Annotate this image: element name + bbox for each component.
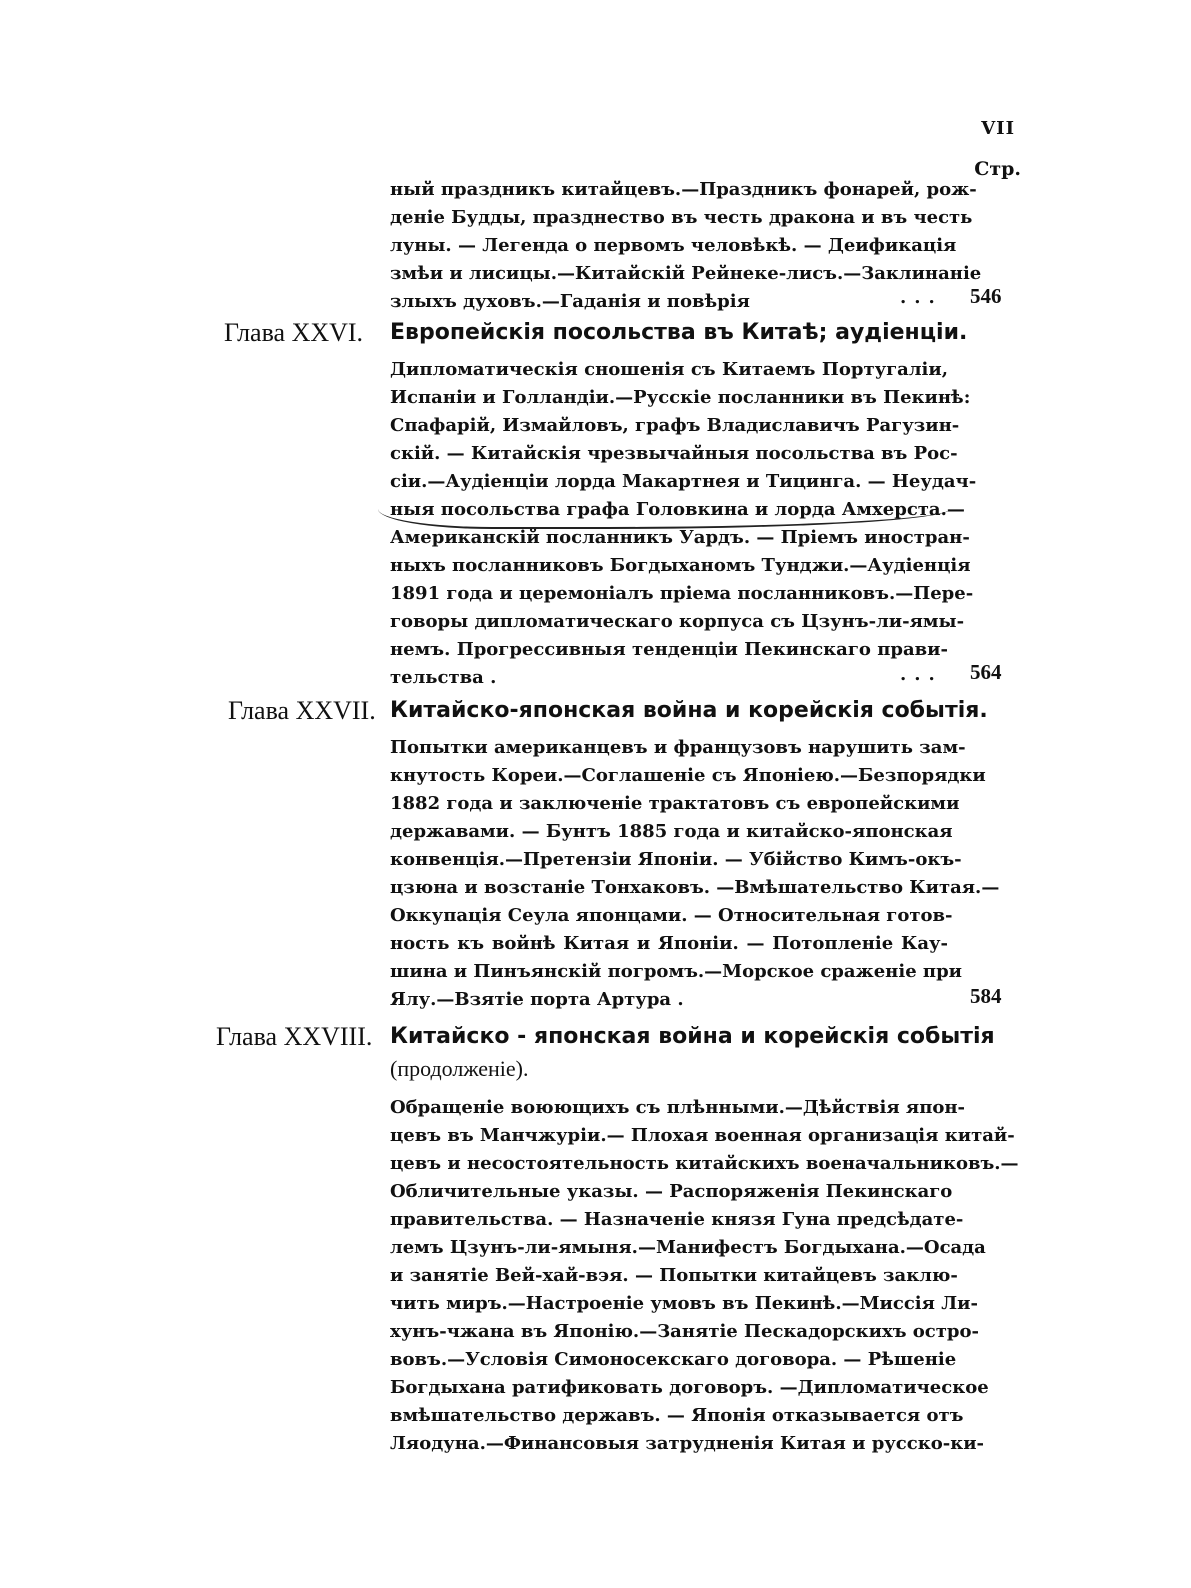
summary-line: и занятіе Вей-хай-вэя. — Попытки китайцевъ заклю- [390,1265,958,1286]
chapter-summary [390,1094,1019,1458]
summary-line: Обличительные указы. — Распоряженія Пекинскаго [390,1181,953,1202]
chapter-title: Китайско-японская война и корейскія событія. [390,698,988,723]
summary-line: немъ. Прогрессивныя тенденціи Пекинскаго прави- [390,639,948,660]
chapter-label: Глава XXVIII. [216,1022,373,1051]
chapter-label: Глава XXVII. [228,696,376,725]
summary-line-text: злыхъ духовъ.—Гаданія и повѣрія [390,291,750,312]
summary-line: Оккупація Сеула японцами. — Относительная готов- [390,905,953,926]
leader-dots: ... [900,287,943,308]
summary-line: Попытки американцевъ и французовъ нарушить зам- [390,737,966,758]
summary-line: кнутость Кореи.—Соглашеніе съ Японіею.—Безпорядки [390,765,986,786]
summary-line: конвенція.—Претензіи Японіи. — Убійство Кимъ-окъ- [390,849,962,870]
summary-line: цевъ и несостоятельность китайскихъ военачальниковъ.— [390,1153,1019,1174]
intro-summary [390,176,982,316]
summary-line: ность къ войнѣ Китая и Японіи. — Потопленіе Кау- [390,933,948,954]
summary-line: державами. — Бунтъ 1885 года и китайско-японская [390,821,953,842]
summary-line: Богдыхана ратификовать договоръ. —Дипломатическое [390,1377,989,1398]
summary-line: 1882 года и заключеніе трактатовъ съ европейскими [390,793,960,814]
summary-line: Американскій посланникъ Уардъ. — Пріемъ иностран- [390,527,970,548]
summary-line: ныхъ посланниковъ Богдыханомъ Тунджи.—Аудіенція [390,555,971,576]
summary-line [390,288,948,316]
summary-line: вмѣшательство державъ. — Японія отказывается отъ [390,1405,964,1426]
summary-line: ныя посольства графа Головкина и лорда Амхерста.— [390,499,965,520]
summary-line: деніе Будды, празднество въ честь дракона и въ честь [390,207,973,228]
summary-line: цзюна и возстаніе Тонхаковъ. —Вмѣшательство Китая.— [390,877,1000,898]
page-number: 546 [970,284,1002,308]
summary-line: сіи.—Аудіенціи лорда Макартнея и Тицинга. — Неудач- [390,471,977,492]
summary-line: Испаніи и Голландіи.—Русскіе посланники въ Пекинѣ: [390,387,971,408]
summary-line: лемъ Цзунъ-ли-ямыня.—Манифестъ Богдыхана.—Осада [390,1237,986,1258]
summary-line: Спафарій, Измайловъ, графъ Владиславичъ Рагузин- [390,415,960,436]
summary-line: 1891 года и церемоніалъ пріема посланниковъ.—Пере- [390,583,974,604]
chapter-title: Китайско - японская война и корейскія событія [390,1024,995,1049]
summary-line: Дипломатическія сношенія съ Китаемъ Португаліи, [390,359,948,380]
page-column-label: Стр. [974,158,1021,180]
summary-line: Ялу.—Взятіе порта Артура . [390,989,684,1010]
chapter-title: Европейскія посольства въ Китаѣ; аудіенціи. [390,320,968,345]
page-number: 564 [970,660,1002,684]
summary-line: Ляодуна.—Финансовыя затрудненія Китая и русско-ки- [390,1433,985,1454]
summary-line: ный праздникъ китайцевъ.—Праздникъ фонарей, рож- [390,179,977,200]
summary-line: Обращеніе воюющихъ съ плѣнными.—Дѣйствія япон- [390,1097,966,1118]
folio-number: VII [981,118,1015,139]
leader-dots: ... [900,664,943,685]
summary-line: говоры дипломатическаго корпуса съ Цзунъ-ли-ямы- [390,611,965,632]
summary-line: цевъ въ Манчжуріи.— Плохая военная организація китай- [390,1125,1015,1146]
summary-line: луны. — Легенда о первомъ человѣкѣ. — Деификація [390,235,957,256]
chapter-label: Глава XXVI. [224,318,364,347]
summary-line: шина и Пинъянскій погромъ.—Морское сраженіе при [390,961,963,982]
summary-line: хунъ-чжана въ Японію.—Занятіе Пескадорскихъ остро- [390,1321,979,1342]
summary-line: змѣи и лисицы.—Китайскій Рейнеке-лисъ.—Заклинаніе [390,263,982,284]
chapter-title-continued: (продолженіе). [390,1056,529,1081]
summary-line: тельства . [390,667,497,688]
summary-line: скій. — Китайскія чрезвычайныя посольства въ Рос- [390,443,958,464]
page-number: 584 [970,984,1002,1008]
summary-line: чить миръ.—Настроеніе умовъ въ Пекинѣ.—Миссія Ли- [390,1293,978,1314]
summary-line: правительства. — Назначеніе князя Гуна предсѣдате- [390,1209,964,1230]
summary-line: вовъ.—Условія Симоносекскаго договора. — Рѣшеніе [390,1349,957,1370]
